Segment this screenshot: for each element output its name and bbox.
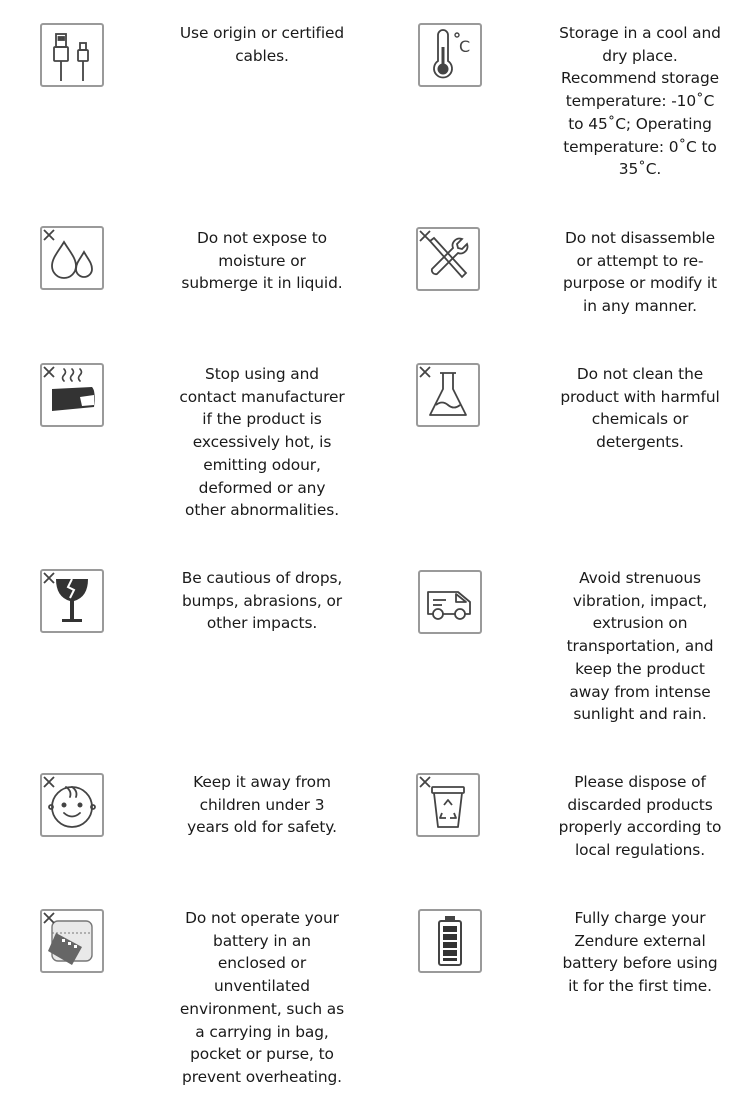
safety-text-moisture: Do not expose to moisture or submerge it in liquid. [181,229,343,293]
baby-face-icon [40,773,104,837]
safety-text-enclosed: Do not operate your battery in an enclosed or unventilated environment, such as a carrying in bag, pocket or purse, to prevent overheating. [179,909,345,1086]
safety-text-overheat: Stop using and contact manufacturer if the product is excessively hot, is emitting odour, deformed or any other abnormalities. [179,365,345,520]
recycle-bin-icon [416,773,480,837]
thermometer-icon [418,23,482,87]
prohibited-x-icon [42,228,56,242]
prohibited-x-icon [42,775,56,789]
prohibited-x-icon [418,775,432,789]
safety-text-children: Keep it away from children under 3 years old for safety. [187,773,337,837]
hot-battery-icon [40,363,104,427]
safety-text-disassemble: Do not disassemble or attempt to re- purpose or modify it in any manner. [563,229,717,316]
prohibited-x-icon [42,365,56,379]
prohibited-x-icon [418,365,432,379]
chemical-flask-icon [416,363,480,427]
svg-text:C: C [459,37,471,56]
safety-text-disposal: Please dispose of discarded products properly according to local regulations. [558,773,722,860]
van-icon [418,570,482,634]
prohibited-x-icon [42,911,56,925]
broken-glass-icon [40,569,104,633]
safety-text-transport: Avoid strenuous vibration, impact, extrusion on transportation, and keep the product away from intense sunlight and rain. [566,569,714,724]
safety-text-drops: Be cautious of drops, bumps, abrasions, or other impacts. [181,569,343,633]
prohibited-x-icon [418,229,432,243]
prohibited-x-icon [42,571,56,585]
enclosed-battery-icon [40,909,104,973]
tools-icon [416,227,480,291]
full-battery-icon [418,909,482,973]
safety-text-chemicals: Do not clean the product with harmful chemicals or detergents. [560,365,720,452]
usb-cable-icon [40,23,104,87]
safety-text-storage: Storage in a cool and dry place. Recommend storage temperature: -10˚C to 45˚C; Operating temperature: 0˚C to 35˚C. [559,24,721,179]
water-drops-icon [40,226,104,290]
safety-text-charge: Fully charge your Zendure external battery before using it for the first time. [562,909,718,996]
safety-text-cables: Use origin or certified cables. [179,24,345,65]
